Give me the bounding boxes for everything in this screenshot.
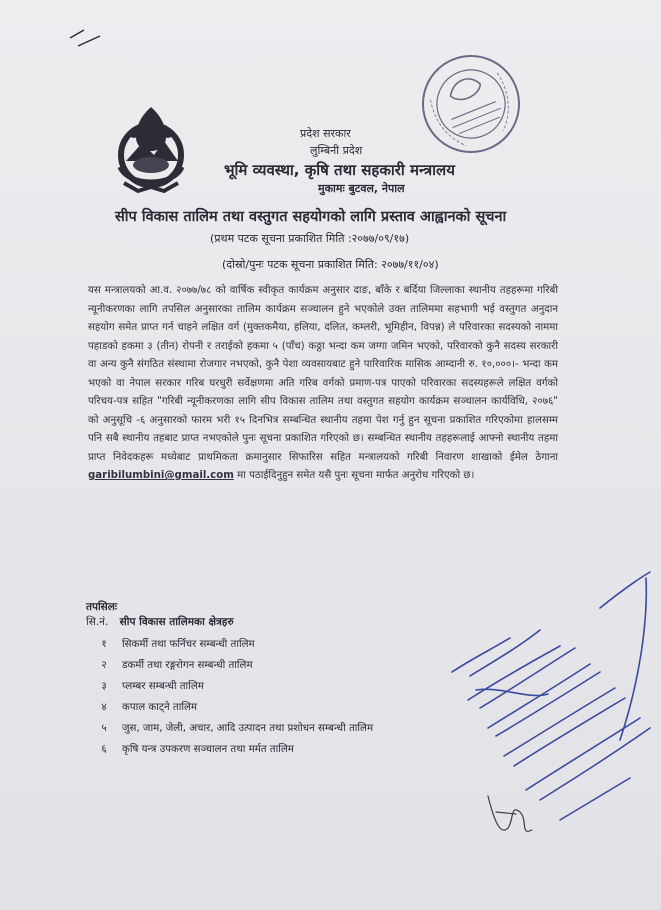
list-item-number: २ <box>101 660 107 671</box>
list-item-text: कपाल काट्ने तालिम <box>122 702 197 713</box>
list-item-number: ४ <box>101 702 107 713</box>
list-item-text: जुस, जाम, जेली, अचार, आदि उत्पादन तथा प्रशोधन सम्बन्धी तालिम <box>122 723 374 734</box>
ministry-heading: भूमि व्यवस्था, कृषि तथा सहकारी मन्त्रालय <box>224 161 455 179</box>
list-item-text: प्लम्बर सम्बन्धी तालिम <box>122 681 204 692</box>
notice-title: सीप विकास तालिम तथा वस्तुगत सहयोगको लागि प्रस्ताव आह्वानको सूचना <box>115 209 507 225</box>
province-heading: लुम्बिनी प्रदेश <box>310 144 363 157</box>
first-publication-date: (प्रथम पटक सूचना प्रकाशित मिति :२०७७/०९/१७) <box>210 232 410 245</box>
list-item-number: ६ <box>101 744 107 755</box>
list-item-text: सिकर्मी तथा फर्निचर सम्बन्धी तालिम <box>122 639 255 650</box>
list-item-text: कृषि यन्त्र उपकरण सञ्चालन तथा मर्मत तालिम <box>122 744 294 755</box>
second-publication-date: (दोस्रो/पुनः पटक सूचना प्रकाशित मिति: २०७७/११/०४) <box>222 258 439 271</box>
list-item-number: ३ <box>101 681 107 692</box>
government-heading: प्रदेश सरकार <box>300 127 351 140</box>
body-paragraph: यस मन्त्रालयको आ.व. २०७७/७८ को वार्षिक स्वीकृत कार्यक्रम अनुसार दाङ, बाँके र बर्दिया जिल्लाका स्थानीय तहहरूमा गरिबी न्यूनीकरणका लागि तपसिल अनुसारका तालिम कार्यक्रम सञ्चालन हुने भएकोले उक्त तालिममा सहभागी भई वस्तुगत अनुदान सहयोग समेत प्राप्त गर्न चाहने लक्षित वर्ग (मुक्तकमैया, हलिया, दलित, कम्लरी, भूमिहीन, विपन्न) ले परिवारका सदस्यको नाममा पहाडको हकमा ३ (तीन) रोपनी र तराईको हकमा ५ (पाँच) कठ्ठा भन्दा कम जग्गा जमिन भएको, परिवारको कुनै सदस्य सरकारी वा अन्य कुनै संगठित संस्थामा रोजगार नभएको, कुनै पेशा व्यवसायबाट हुने पारिवारिक मासिक आम्दानी रु. १०,०००।- भन्दा कम भएको वा नेपाल सरकार गरिब घरधुरी सर्वेक्षणमा अति गरिब वर्गको प्रमाण-पत्र पाएको परिवारका सदस्यहरूले लक्षित वर्गको परिचय-पत्र सहित "गरिबी न्यूनीकरणका लागि सीप विकास तालिम तथा वस्तुगत सहयोग कार्यक्रम सञ्चालन कार्यविधि, २०७६" को अनुसूचि -६ अनुसारको फारम भरी १५ दिनभित्र सम्बन्धित स्थानीय तहमा पेश गर्नु हुन सूचना प्रकाशित गरिएकोमा हालसम्म पनि सबै स्थानीय तहबाट प्राप्त नभएकोले पुनः सूचना प्रकाशित गरिएको छ। सम्बन्धित स्थानीय तहहरूलाई आफ्नो स्थानीय तहमा प्राप्त निवेदकहरू मध्येबाट प्राथमिकता क्रमानुसार सिफारिस सहित मन्त्रालयको गरिबी निवारण शाखाको ईमेल ठेगाना <box>88 285 558 463</box>
schedule-label: तपसिलः <box>86 601 118 613</box>
col-number-header: सि.नं. <box>86 616 109 628</box>
col-area-header: सीप विकास तालिमका क्षेत्रहरु <box>119 616 234 628</box>
list-item-number: १ <box>101 639 107 650</box>
list-item-number: ५ <box>101 723 107 734</box>
body-paragraph-end: मा पठाईदिनुहुन समेत यसै पुनः सूचना मार्फत अनुरोध गरिएको छ। <box>237 470 475 481</box>
email-address: garibilumbini@gmail.com <box>88 470 234 481</box>
headquarters-line: मुकामः बुटवल, नेपाल <box>318 182 405 195</box>
signature-icon <box>488 796 532 831</box>
list-item-text: डकर्मी तथा रङ्गरोगन सम्बन्धी तालिम <box>122 660 253 671</box>
